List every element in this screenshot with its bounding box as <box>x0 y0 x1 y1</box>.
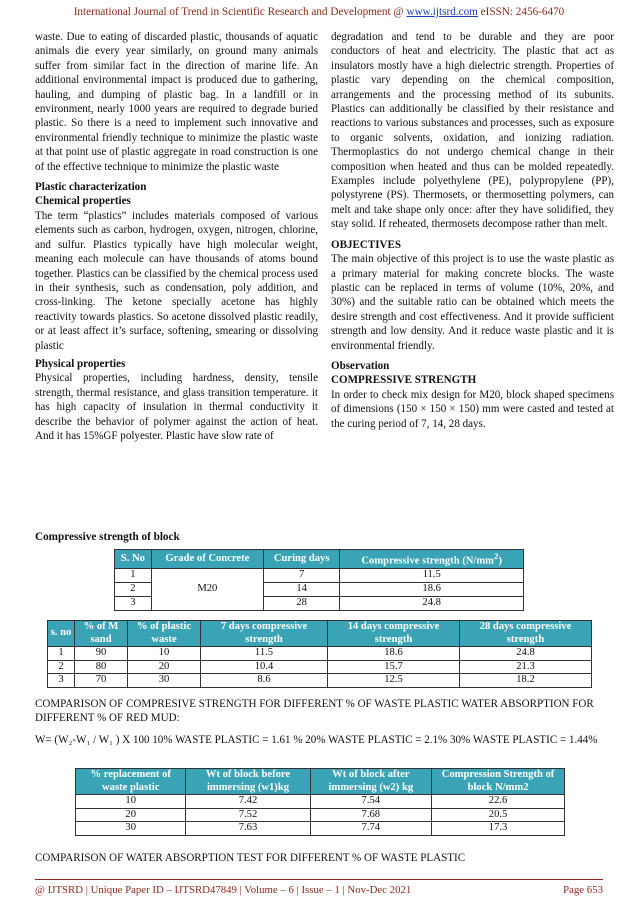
column-header: Compression Strength of block N/mm2 <box>432 769 565 795</box>
water-absorption-formula: W= (W₂-W₁ / W₁ ) X 100 10% WASTE PLASTIC = 1.61 % 20% WASTE PLASTIC = 2.1% 30% WASTE PLASTIC = 1.44% <box>35 734 598 746</box>
compressive-strength-table <box>114 549 524 611</box>
paragraph: The term “plastics” includes materials composed of various elements such as carbon, hydrogen, oxygen, nitrogen, chlorine, and sulfur. Plastics typically have high molecular weight, meaning each molecule can have thousands of atoms bound together. Plastics can be classified by the chemical process used in their synthesis, such as condensation, poly addition, and cross-linking. The ketone specially acetone has highly reactivity towards plastics. So acetone dissolved plastic readily, or at least affect it’s surface, softening, smearing or dissolving plastic <box>35 209 318 352</box>
bottom-caption: COMPARISON OF WATER ABSORPTION TEST FOR DIFFERENT % OF WASTE PLASTIC <box>35 852 466 864</box>
table-cell: 90 <box>75 647 128 661</box>
table-cell: 20 <box>76 808 186 822</box>
header-issn: eISSN: 2456-6470 <box>477 6 565 18</box>
column-header: 28 days compressive strength <box>460 621 592 647</box>
table-cell: 11.5 <box>340 569 524 583</box>
table-header-row <box>115 550 524 569</box>
plastic-strength-table <box>47 620 592 688</box>
table-row <box>76 795 565 809</box>
column-header: % replacement of waste plastic <box>76 769 186 795</box>
column-header: 14 days compressive strength <box>328 621 460 647</box>
footer-info: @ IJTSRD | Unique Paper ID – IJTSRD47849 | Volume – 6 | Issue – 1 | Nov-Dec 2021 <box>35 884 412 896</box>
table-cell: 8.6 <box>201 674 328 688</box>
table-cell: 80 <box>75 660 128 674</box>
table-row <box>115 569 524 583</box>
table-cell: 30 <box>128 674 201 688</box>
table-cell: 7.63 <box>186 822 310 836</box>
footer-divider <box>35 879 603 880</box>
table-cell: 18.6 <box>328 647 460 661</box>
column-header: Curing days <box>263 550 339 569</box>
header-title: International Journal of Trend in Scientific Research and Development @ <box>73 6 407 18</box>
table-cell: 7 <box>263 569 339 583</box>
table-header-row <box>76 769 565 795</box>
table-cell: 22.6 <box>432 795 565 809</box>
page-footer <box>35 884 603 896</box>
table-cell: 10 <box>128 647 201 661</box>
table-cell: 11.5 <box>201 647 328 661</box>
table-cell: 70 <box>75 674 128 688</box>
column-header: Wt of block before immersing (w1)kg <box>186 769 310 795</box>
table-cell: 7.42 <box>186 795 310 809</box>
table-cell: 1 <box>48 647 75 661</box>
paragraph: In order to check mix design for M20, block shaped specimens of dimensions (150 × 150 × 150) mm were casted and tested at the curing period of 7, 14, 28 days. <box>331 388 614 430</box>
subsection-heading: Physical properties <box>35 357 126 370</box>
table-cell: 18.2 <box>460 674 592 688</box>
column-header: Wt of block after immersing (w2) kg <box>310 769 432 795</box>
column-header: S. No <box>115 550 152 569</box>
column-header: % of M sand <box>75 621 128 647</box>
table-cell: 20 <box>128 660 201 674</box>
table-row <box>76 822 565 836</box>
table-row <box>48 660 592 674</box>
table-cell: 7.74 <box>310 822 432 836</box>
table-cell: 24.8 <box>340 597 524 611</box>
table-row <box>48 647 592 661</box>
table-cell: 21.3 <box>460 660 592 674</box>
left-column <box>35 30 318 443</box>
column-header: 7 days compressive strength <box>201 621 328 647</box>
table-cell: 3 <box>115 597 152 611</box>
column-header: Grade of Concrete <box>151 550 263 569</box>
table-cell: 30 <box>76 822 186 836</box>
table-cell: 2 <box>115 583 152 597</box>
table-cell: 7.52 <box>186 808 310 822</box>
paragraph: The main objective of this project is to use the waste plastic as a primary material for making concrete blocks. The waste plastic can be replaced in terms of volume (10%, 20%, and 30%) and the suitable ratio can be obtained which meets the desire strength and cost effectiveness. And it provide sufficient strength and low density. And it reduce waste plastic and it is environmental friendly. <box>331 253 614 352</box>
column-header: % of plastic waste <box>128 621 201 647</box>
paragraph: waste. Due to eating of discarded plastic, thousands of aquatic animals die every year similarly, on ground many animals suffer from similar fact in the direction of marine life. An additional environmental impact is produced due to gathering, hauling, and dumping of plastic bag. In a landfill or in environment, nearly 1000 years are required to degrade buried plastic. So there is a need to implement such innovative and environmental friendly technique to minimize the plastic waste at that point use of plastic aggregate in road construction is one of the effective technique to minimize the plastic waste <box>35 31 318 173</box>
right-column <box>331 30 614 431</box>
table-cell: 15.7 <box>328 660 460 674</box>
column-header: s. no <box>48 621 75 647</box>
table-cell: 2 <box>48 660 75 674</box>
table-cell: 24.8 <box>460 647 592 661</box>
table-cell: 17.3 <box>432 822 565 836</box>
table-header-row <box>48 621 592 647</box>
subsection-heading: Observation <box>331 359 390 372</box>
table-row <box>76 808 565 822</box>
table-cell: 18.6 <box>340 583 524 597</box>
table-cell: 14 <box>263 583 339 597</box>
grade-cell: M20 <box>151 569 263 611</box>
table-caption: Compressive strength of block <box>35 531 180 543</box>
page-number: Page 653 <box>563 884 603 896</box>
table-cell: 10.4 <box>201 660 328 674</box>
water-absorption-table <box>75 768 565 836</box>
table-cell: 1 <box>115 569 152 583</box>
journal-link[interactable]: www.ijtsrd.com <box>406 6 478 18</box>
table-cell: 10 <box>76 795 186 809</box>
table-cell: 7.54 <box>310 795 432 809</box>
journal-header <box>0 6 638 18</box>
table-cell: 12.5 <box>328 674 460 688</box>
subsection-heading: COMPRESSIVE STRENGTH <box>331 374 477 387</box>
paragraph: Physical properties, including hardness, density, tensile strength, thermal resistance, and glass transition temperature. it has high capacity of insulation in thermal conductivity it describe the behavior of polymer against the action of heat. And it has 15%GF polyester. Plastic have slow rate of <box>35 372 318 442</box>
column-header: Compressive strength $(N/mm^2)$ <box>340 550 524 569</box>
table-cell: 7.68 <box>310 808 432 822</box>
paragraph: degradation and tend to be durable and they are poor conductors of heat and electricity. The plastic that act as insulators mostly have a high dielectric strength. Properties of plastic vary depending on the chemical composition, arrangements and the processing method of its subunits. Plastics can additionally be classified by their resistance and reactions to various substances and processes, such as exposure to organic solvents, oxidation, and ionizing radiation. Thermoplastics do not undergo chemical change in their composition when heated and thus can be molded repeatedly. Examples include polyethylene (PE), polypropylene (PP), polystyrene (PS). Thermosets, or thermosetting polymers, can melt and take shape only once: after they have solidified, they stay solid. If reheated, thermosets decompose rather than melt. <box>331 31 614 231</box>
comparison-caption: COMPARISON OF COMPRESIVE STRENGTH FOR DIFFERENT % OF WASTE PLASTIC WATER ABSORPTION FOR DIFFERENT % OF RED MUD: <box>35 698 594 725</box>
table-cell: 3 <box>48 674 75 688</box>
section-heading: OBJECTIVES <box>331 238 401 251</box>
subsection-heading: Chemical properties <box>35 195 131 208</box>
table-cell: 20.5 <box>432 808 565 822</box>
table-cell: 28 <box>263 597 339 611</box>
table-row <box>48 674 592 688</box>
section-heading: Plastic characterization <box>35 181 147 194</box>
